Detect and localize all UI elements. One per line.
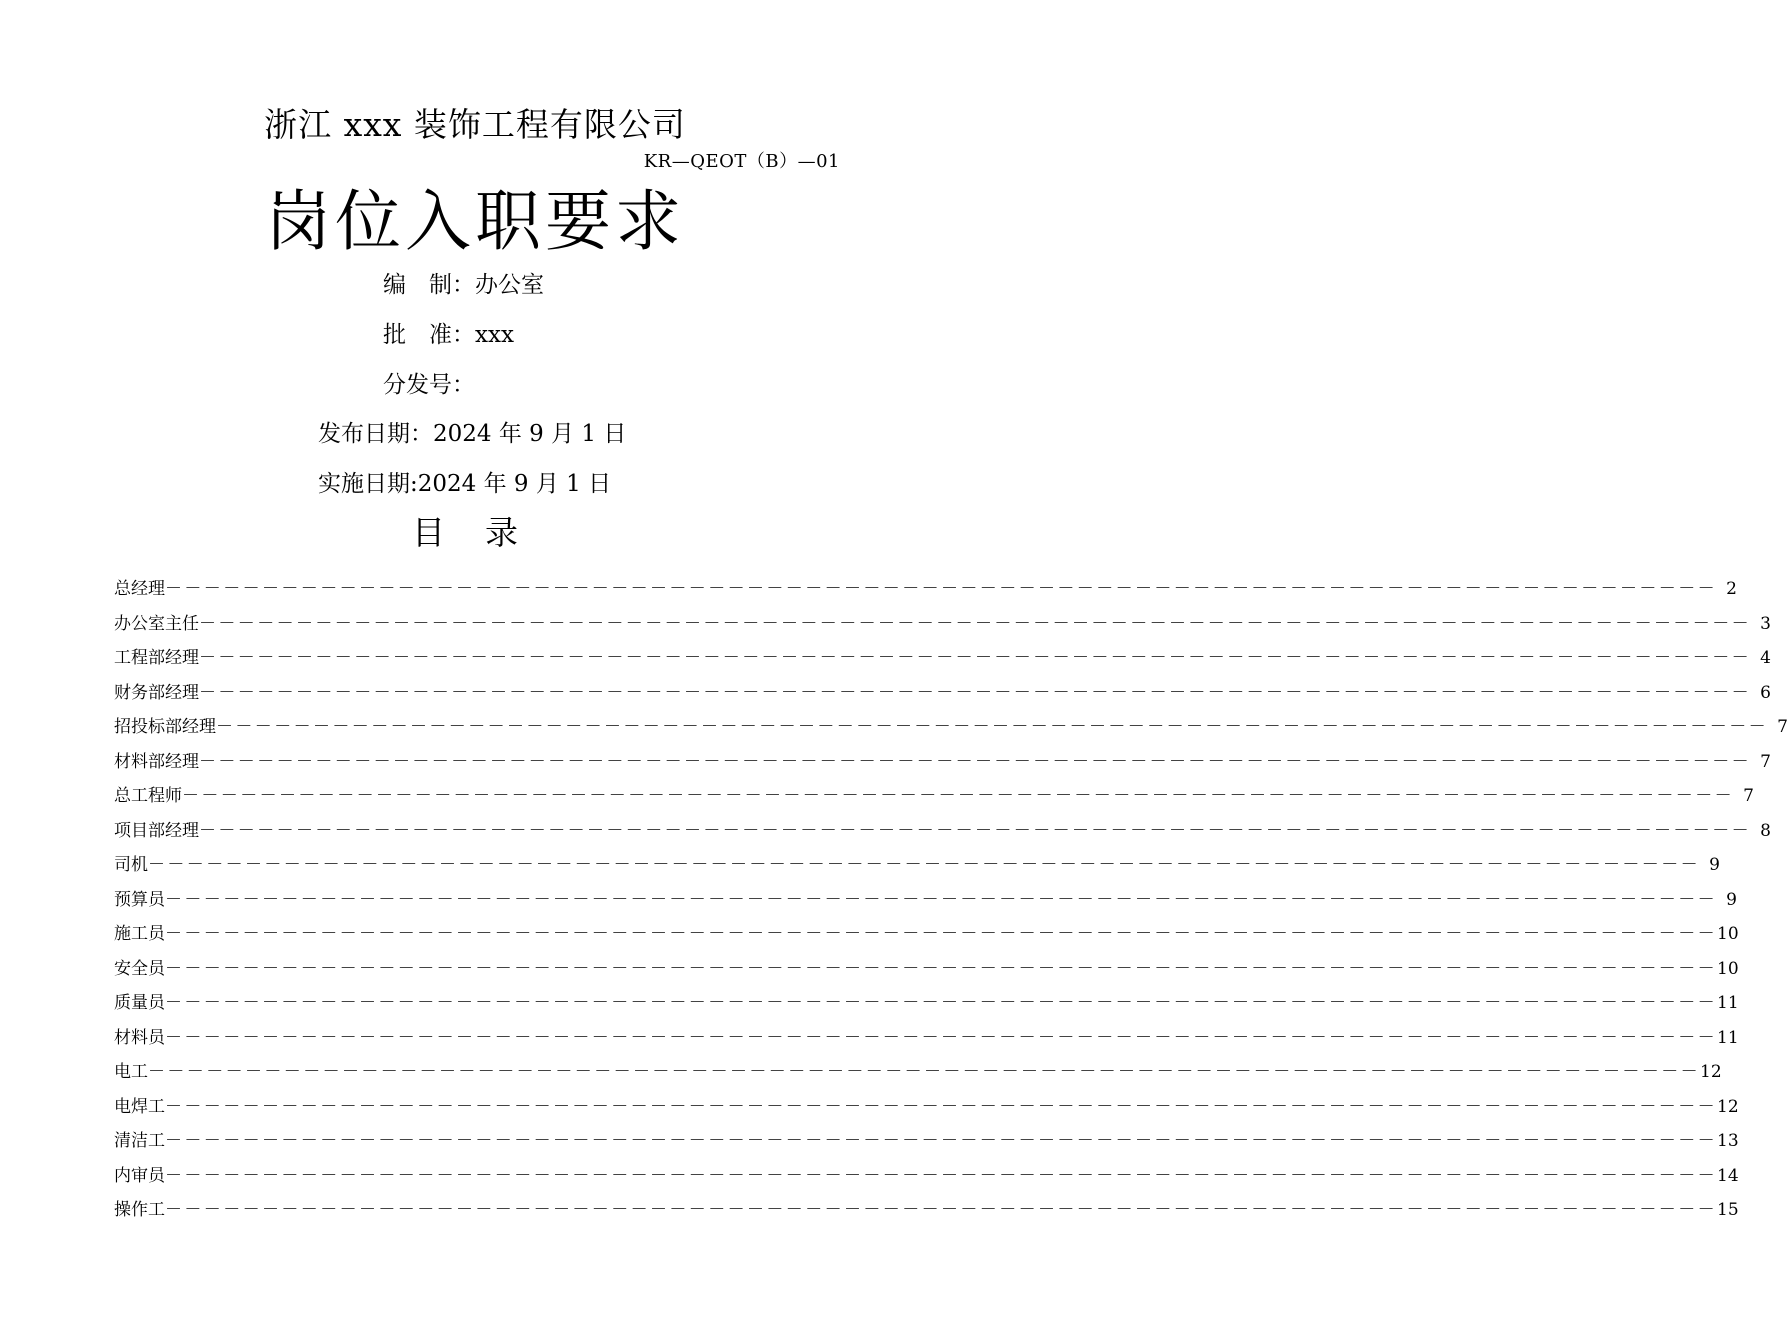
- toc-entry[interactable]: [114, 607, 1771, 642]
- toc-dot-leader: －－－－－－－－－－－－－－－－－－－－－－－－－－－－－－－－－－－－－－－－－－－－－－－－－－－－－－－－－－－－－－－－－－－－－－－－－－－－－－－－: [165, 579, 1717, 600]
- page-title: 岗位入职要求: [265, 183, 685, 260]
- toc-dot-leader: －－－－－－－－－－－－－－－－－－－－－－－－－－－－－－－－－－－－－－－－－－－－－－－－－－－－－－－－－－－－－－－－－－－－－－－－－－－－－－－－: [165, 1027, 1717, 1048]
- toc-entry-label: 招投标部经理: [114, 717, 216, 738]
- toc-entry-page: 12: [1700, 1062, 1722, 1083]
- effective-date-line: [318, 468, 611, 500]
- toc-entry[interactable]: [114, 779, 1754, 814]
- compiler-line: [383, 269, 544, 301]
- toc-entry[interactable]: [114, 986, 1739, 1021]
- toc-dot-leader: －－－－－－－－－－－－－－－－－－－－－－－－－－－－－－－－－－－－－－－－－－－－－－－－－－－－－－－－－－－－－－－－－－－－－－－－－－－－－－－－: [165, 1165, 1717, 1186]
- toc-entry[interactable]: [114, 745, 1771, 780]
- toc-entry-label: 电工: [114, 1062, 148, 1083]
- toc-entry-page: 7: [1743, 786, 1754, 807]
- toc-dot-leader: －－－－－－－－－－－－－－－－－－－－－－－－－－－－－－－－－－－－－－－－－－－－－－－－－－－－－－－－－－－－－－－－－－－－－－－－－－－－－－－－: [199, 682, 1751, 703]
- toc-entry-label: 财务部经理: [114, 682, 199, 703]
- publish-date-value: 2024 年 9 月 1 日: [433, 421, 627, 447]
- toc-entry-label: 项目部经理: [114, 820, 199, 841]
- toc-entry-label: 操作工: [114, 1200, 165, 1221]
- toc-entry-page: 14: [1717, 1165, 1739, 1186]
- toc-dot-leader: －－－－－－－－－－－－－－－－－－－－－－－－－－－－－－－－－－－－－－－－－－－－－－－－－－－－－－－－－－－－－－－－－－－－－－－－－－－－－－－－: [165, 889, 1717, 910]
- distribution-label: 分发号：: [383, 372, 475, 398]
- toc-entry-label: 工程部经理: [114, 648, 199, 669]
- document-code: KR—QEOT（B）—01: [643, 151, 840, 172]
- toc-dot-leader: －－－－－－－－－－－－－－－－－－－－－－－－－－－－－－－－－－－－－－－－－－－－－－－－－－－－－－－－－－－－－－－－－－－－－－－－－－－－－－－－: [148, 855, 1700, 876]
- toc-dot-leader: －－－－－－－－－－－－－－－－－－－－－－－－－－－－－－－－－－－－－－－－－－－－－－－－－－－－－－－－－－－－－－－－－－－－－－－－－－－－－－－－: [148, 1062, 1700, 1083]
- publish-date-label: 发布日期：: [318, 421, 433, 447]
- toc-dot-leader: －－－－－－－－－－－－－－－－－－－－－－－－－－－－－－－－－－－－－－－－－－－－－－－－－－－－－－－－－－－－－－－－－－－－－－－－－－－－－－－－: [199, 820, 1751, 841]
- toc-dot-leader: －－－－－－－－－－－－－－－－－－－－－－－－－－－－－－－－－－－－－－－－－－－－－－－－－－－－－－－－－－－－－－－－－－－－－－－－－－－－－－－－: [199, 613, 1751, 634]
- toc-entry[interactable]: [114, 814, 1771, 849]
- toc-entry-label: 预算员: [114, 889, 165, 910]
- toc-entry[interactable]: [114, 710, 1788, 745]
- toc-entry[interactable]: [114, 952, 1739, 987]
- toc-dot-leader: －－－－－－－－－－－－－－－－－－－－－－－－－－－－－－－－－－－－－－－－－－－－－－－－－－－－－－－－－－－－－－－－－－－－－－－－－－－－－－－－: [216, 717, 1768, 738]
- toc-entry-page: 9: [1709, 855, 1720, 876]
- publish-date-line: [318, 418, 626, 450]
- toc-entry-page: 15: [1717, 1200, 1739, 1221]
- approver-label: 批 准：: [383, 322, 475, 348]
- toc-entry[interactable]: [114, 1193, 1739, 1228]
- toc-dot-leader: －－－－－－－－－－－－－－－－－－－－－－－－－－－－－－－－－－－－－－－－－－－－－－－－－－－－－－－－－－－－－－－－－－－－－－－－－－－－－－－－: [165, 1200, 1717, 1221]
- toc-entry[interactable]: [114, 1090, 1739, 1125]
- toc-entry-page: 11: [1717, 993, 1739, 1014]
- toc-entry-label: 总经理: [114, 579, 165, 600]
- toc-entry-label: 材料部经理: [114, 751, 199, 772]
- toc-entry-label: 内审员: [114, 1165, 165, 1186]
- toc-entry-page: 12: [1717, 1096, 1739, 1117]
- toc-entry-page: 11: [1717, 1027, 1739, 1048]
- toc-entry-label: 质量员: [114, 993, 165, 1014]
- toc-entry-page: 6: [1760, 682, 1771, 703]
- toc-entry[interactable]: [114, 1055, 1722, 1090]
- toc-entry-page: 13: [1717, 1131, 1739, 1152]
- toc-entry-label: 办公室主任: [114, 613, 199, 634]
- toc-entry-page: 7: [1760, 751, 1771, 772]
- toc-dot-leader: －－－－－－－－－－－－－－－－－－－－－－－－－－－－－－－－－－－－－－－－－－－－－－－－－－－－－－－－－－－－－－－－－－－－－－－－－－－－－－－－: [165, 924, 1717, 945]
- toc-entry-label: 司机: [114, 855, 148, 876]
- compiler-label: 编 制：: [383, 272, 475, 298]
- toc-entry[interactable]: [114, 883, 1737, 918]
- toc-entry-label: 清洁工: [114, 1131, 165, 1152]
- toc-entry-page: 9: [1726, 889, 1737, 910]
- effective-date-label: 实施日期:: [318, 471, 418, 497]
- toc-entry-label: 总工程师: [114, 786, 182, 807]
- toc-entry[interactable]: [114, 1021, 1739, 1056]
- toc-entry-label: 电焊工: [114, 1096, 165, 1117]
- toc-entry[interactable]: [114, 1124, 1739, 1159]
- approver-value: xxx: [475, 322, 514, 348]
- toc-dot-leader: －－－－－－－－－－－－－－－－－－－－－－－－－－－－－－－－－－－－－－－－－－－－－－－－－－－－－－－－－－－－－－－－－－－－－－－－－－－－－－－－: [165, 958, 1717, 979]
- toc-entry[interactable]: [114, 676, 1771, 711]
- toc-entry[interactable]: [114, 572, 1737, 607]
- table-of-contents: [114, 572, 1788, 1228]
- toc-entry-page: 7: [1777, 717, 1788, 738]
- approver-line: [383, 319, 514, 351]
- toc-dot-leader: －－－－－－－－－－－－－－－－－－－－－－－－－－－－－－－－－－－－－－－－－－－－－－－－－－－－－－－－－－－－－－－－－－－－－－－－－－－－－－－－: [165, 993, 1717, 1014]
- toc-entry[interactable]: [114, 917, 1739, 952]
- toc-dot-leader: －－－－－－－－－－－－－－－－－－－－－－－－－－－－－－－－－－－－－－－－－－－－－－－－－－－－－－－－－－－－－－－－－－－－－－－－－－－－－－－－: [165, 1096, 1717, 1117]
- toc-entry[interactable]: [114, 641, 1771, 676]
- toc-entry-label: 施工员: [114, 924, 165, 945]
- toc-entry-page: 3: [1760, 613, 1771, 634]
- toc-entry-label: 材料员: [114, 1027, 165, 1048]
- toc-entry-page: 4: [1760, 648, 1771, 669]
- toc-entry-page: 8: [1760, 820, 1771, 841]
- toc-entry-page: 10: [1717, 924, 1739, 945]
- toc-dot-leader: －－－－－－－－－－－－－－－－－－－－－－－－－－－－－－－－－－－－－－－－－－－－－－－－－－－－－－－－－－－－－－－－－－－－－－－－－－－－－－－－: [165, 1131, 1717, 1152]
- toc-entry-label: 安全员: [114, 958, 165, 979]
- toc-heading: 目录: [412, 513, 558, 552]
- toc-entry-page: 2: [1726, 579, 1737, 600]
- toc-dot-leader: －－－－－－－－－－－－－－－－－－－－－－－－－－－－－－－－－－－－－－－－－－－－－－－－－－－－－－－－－－－－－－－－－－－－－－－－－－－－－－－－: [199, 751, 1751, 772]
- company-name: 浙江 xxx 装饰工程有限公司: [264, 105, 686, 144]
- toc-entry-page: 10: [1717, 958, 1739, 979]
- toc-entry[interactable]: [114, 1159, 1739, 1194]
- toc-entry[interactable]: [114, 848, 1720, 883]
- distribution-line: [383, 369, 475, 401]
- compiler-value: 办公室: [475, 272, 544, 298]
- effective-date-value: 2024 年 9 月 1 日: [417, 471, 612, 497]
- toc-dot-leader: －－－－－－－－－－－－－－－－－－－－－－－－－－－－－－－－－－－－－－－－－－－－－－－－－－－－－－－－－－－－－－－－－－－－－－－－－－－－－－－－: [182, 786, 1734, 807]
- toc-dot-leader: －－－－－－－－－－－－－－－－－－－－－－－－－－－－－－－－－－－－－－－－－－－－－－－－－－－－－－－－－－－－－－－－－－－－－－－－－－－－－－－－: [199, 648, 1751, 669]
